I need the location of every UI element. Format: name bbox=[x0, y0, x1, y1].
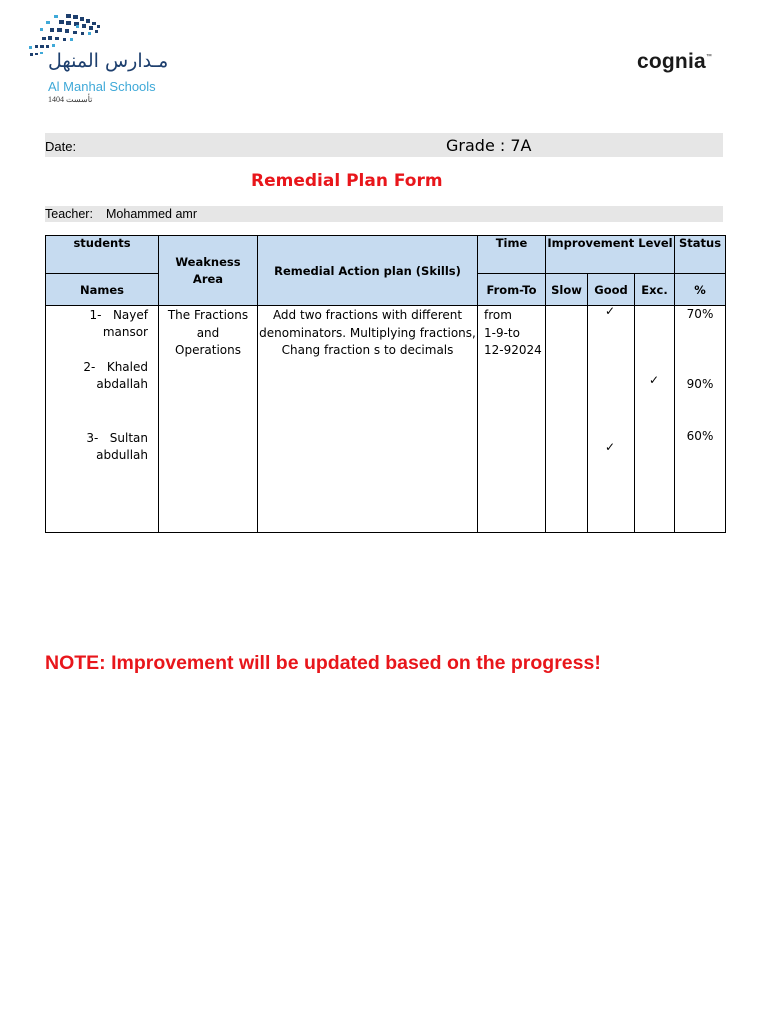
action-line: Chang fraction s to decimals bbox=[281, 343, 454, 357]
header-weakness-area bbox=[159, 236, 258, 306]
header-action-plan: Remedial Action plan (Skills) bbox=[258, 236, 478, 306]
students-cell bbox=[46, 306, 159, 533]
student-row bbox=[46, 393, 148, 464]
exc-cell bbox=[635, 306, 675, 533]
header-from-to: From-To bbox=[478, 274, 546, 306]
action-plan-cell bbox=[258, 306, 478, 533]
header-names: Names bbox=[46, 274, 159, 306]
time-line: 12-92024 bbox=[484, 343, 542, 357]
date-label: Date: bbox=[45, 139, 77, 154]
header-percent: % bbox=[675, 274, 726, 306]
cognia-logo-text: cognia bbox=[637, 50, 706, 73]
student-first-name: Khaled bbox=[106, 360, 148, 374]
header-exc: Exc. bbox=[635, 274, 675, 306]
student-first-name: Nayef bbox=[112, 308, 148, 322]
status-cell bbox=[675, 306, 726, 533]
action-line: denominators. Multiplying fractions, bbox=[259, 325, 476, 340]
student-last-name: abdallah bbox=[96, 377, 148, 391]
teacher-name: Mohammed amr bbox=[106, 207, 197, 221]
time-cell bbox=[478, 306, 546, 533]
grade-label: Grade : 7A bbox=[446, 136, 532, 155]
student-last-name: abdullah bbox=[96, 448, 148, 462]
date-bar bbox=[45, 133, 723, 157]
header-time: Time bbox=[478, 236, 546, 274]
weakness-line: and bbox=[196, 325, 220, 340]
time-line: from bbox=[484, 308, 512, 322]
form-title: Remedial Plan Form bbox=[251, 171, 443, 191]
student-number: 3- bbox=[86, 431, 99, 445]
student-first-name: Sultan bbox=[109, 431, 148, 445]
progress-note: NOTE: Improvement will be updated based on the progress! bbox=[45, 652, 601, 674]
weakness-line: Operations bbox=[175, 343, 241, 357]
slow-cell bbox=[546, 306, 588, 533]
header-weakness-text: Weakness Area bbox=[175, 254, 241, 286]
school-name-english: Al Manhal Schools bbox=[48, 79, 156, 94]
status-value: 90% bbox=[686, 377, 714, 391]
cognia-logo bbox=[637, 50, 712, 74]
action-line: Add two fractions with different bbox=[272, 308, 463, 322]
student-last-name: mansor bbox=[102, 325, 148, 339]
check-mark-icon: ✓ bbox=[649, 373, 660, 387]
remedial-plan-table bbox=[45, 235, 726, 533]
student-number: 1- bbox=[89, 308, 102, 322]
header-status: Status bbox=[675, 236, 726, 274]
header-students: students bbox=[46, 236, 159, 274]
check-mark-icon: ✓ bbox=[605, 304, 616, 318]
status-value: 70% bbox=[686, 307, 714, 321]
time-line: 1-9-to bbox=[484, 325, 520, 340]
weakness-area-cell bbox=[159, 306, 258, 533]
student-row bbox=[46, 341, 148, 393]
student-row bbox=[46, 306, 148, 341]
teacher-label: Teacher: bbox=[45, 207, 93, 221]
student-number: 2- bbox=[83, 360, 96, 374]
header-slow: Slow bbox=[546, 274, 588, 306]
good-cell bbox=[588, 306, 635, 533]
check-mark-icon: ✓ bbox=[605, 440, 616, 454]
weakness-line: The Fractions bbox=[167, 308, 249, 322]
school-name-arabic: مـدارس المنهل bbox=[48, 50, 169, 72]
status-value: 60% bbox=[686, 429, 714, 443]
trademark-mark: ™ bbox=[705, 54, 713, 60]
school-established: 1404 تأسست bbox=[48, 95, 93, 104]
header-good: Good bbox=[588, 274, 635, 306]
header-improvement-level: Improvement Level bbox=[546, 236, 675, 274]
